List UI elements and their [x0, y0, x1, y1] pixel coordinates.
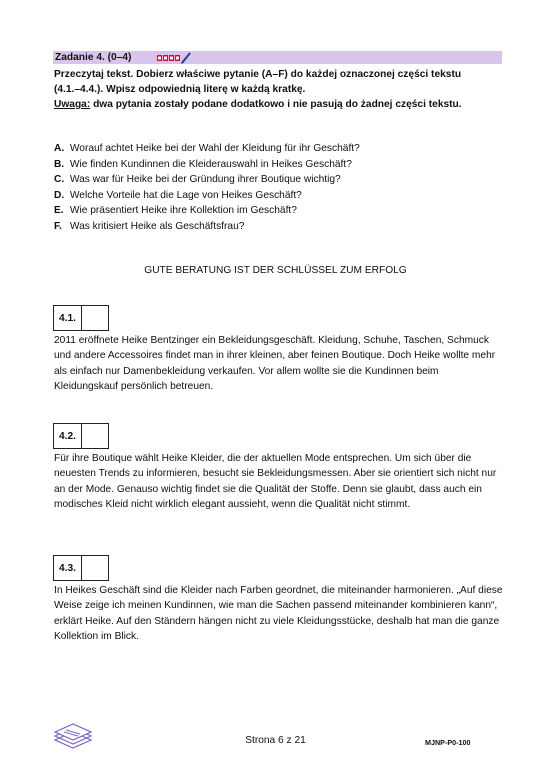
- answer-input-cell[interactable]: [82, 306, 108, 330]
- option-c: [54, 172, 504, 188]
- option-letter: D.: [54, 189, 65, 201]
- option-d: [54, 188, 504, 204]
- text-section-4-3: In Heikes Geschäft sind die Kleider nach Farben geordnet, die miteinander harmonieren. „Auf diese Weise zeige ich meinen Kundinnen, wie man die Sachen passend miteinander kombinieren kann“, erklärt Heike. Auf den Ständern hängen nicht zu viele Kleidungsstücke, deshalb hat man die ganze Kollektion im Blick.: [54, 585, 503, 643]
- answer-input-cell[interactable]: [82, 424, 108, 448]
- instruction-line-2: (4.1.–4.4.). Wpisz odpowiednią literę w każdą kratkę.: [54, 84, 306, 95]
- uwaga-note: [54, 97, 504, 112]
- option-letter: E.: [54, 205, 64, 217]
- task-title: Zadanie 4. (0–4): [55, 52, 132, 63]
- option-text: Was war für Heike bei der Gründung ihrer Boutique wichtig?: [69, 174, 341, 186]
- answer-box-4-3: [53, 555, 109, 581]
- task-header: [53, 51, 502, 64]
- uwaga-text: dwa pytania zostały podane dodatkowo i nie pasują do żadnej części tekstu.: [90, 99, 462, 110]
- text-section-4-2: Für ihre Boutique wählt Heike Kleider, die der aktuellen Mode entsprechen. Um sich über die neuesten Trends zu informieren, besucht sie Bekleidungsmessen. Aber sie orientiert sich nicht nur an der Mode. Genauso wichtig findet sie die Qualität der Stoffe. Denn sie glaubt, dass auch ein modisches Kleid nicht wirklich elegant aussieht, wenn die Qualität nicht stimmt.: [54, 453, 497, 511]
- page-number: Strona 6 z 21: [245, 735, 306, 746]
- text-section-4-1: 2011 eröffnete Heike Bentzinger ein Bekleidungsgeschäft. Kleidung, Schuhe, Taschen, Schmuck und andere Accessoires findet man in ihrer kleinen, aber feinen Boutique. Doch Heike wollte mehr als einfach nur Damenbekleidung verkaufen. Vor allem wollte sie die Kundinnen beim Kleidungskauf persönlich betreuen.: [54, 335, 496, 393]
- question-options: [54, 141, 504, 235]
- instructions: [54, 67, 504, 112]
- answer-input-cell[interactable]: [82, 556, 108, 580]
- uwaga-label: Uwaga:: [54, 99, 91, 110]
- answer-number: 4.2.: [54, 424, 82, 448]
- option-letter: F.: [54, 220, 62, 232]
- option-letter: B.: [54, 158, 65, 170]
- option-a: [54, 141, 504, 157]
- option-text: Wie finden Kundinnen die Kleiderauswahl in Heikes Geschäft?: [69, 158, 352, 170]
- option-e: [54, 203, 504, 219]
- instruction-line-1: Przeczytaj tekst. Dobierz właściwe pytanie (A–F) do każdej oznaczonej części tekstu: [54, 69, 462, 80]
- answer-box-4-2: [53, 423, 109, 449]
- option-letter: C.: [54, 174, 65, 186]
- option-text: Worauf achtet Heike bei der Wahl der Kleidung für ihr Geschäft?: [69, 143, 360, 154]
- option-text: Wie präsentiert Heike ihre Kollektion im Geschäft?: [69, 205, 297, 217]
- answer-number: 4.3.: [54, 556, 82, 580]
- article-title: GUTE BERATUNG IST DER SCHLÜSSEL ZUM ERFOLG: [144, 265, 407, 276]
- option-letter: A.: [54, 143, 65, 154]
- option-f: [54, 219, 504, 235]
- answer-number: 4.1.: [54, 306, 82, 330]
- exam-code: MJNP-P0-100: [425, 738, 471, 747]
- option-text: Welche Vorteile hat die Lage von Heikes Geschäft?: [69, 189, 302, 201]
- answer-box-4-1: [53, 305, 109, 331]
- option-text: Was kritisiert Heike als Geschäftsfrau?: [69, 220, 245, 232]
- option-b: [54, 157, 504, 173]
- pencil-icon: [157, 52, 193, 64]
